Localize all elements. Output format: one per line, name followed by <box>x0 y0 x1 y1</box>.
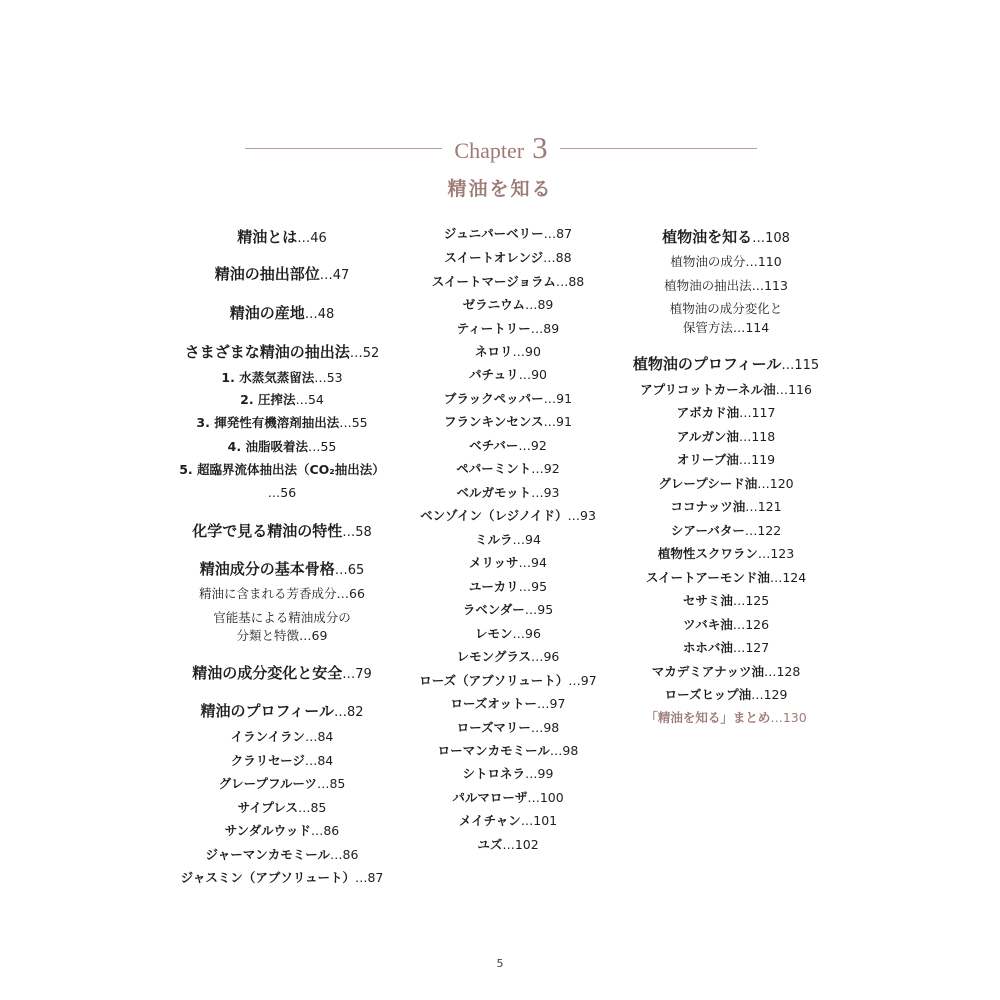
toc-entry-page: …128 <box>763 664 801 679</box>
toc-entry-page: …121 <box>745 499 782 514</box>
toc-entry-page: …119 <box>738 452 776 467</box>
toc-entry-page: …79 <box>342 667 372 682</box>
toc-entry-title: グレープシード油 <box>658 476 758 491</box>
toc-entry-page: …56 <box>267 485 297 500</box>
toc-entry-title: マカデミアナッツ油 <box>651 664 764 679</box>
toc-entry-title: イランイラン <box>230 729 305 744</box>
toc-entry-title: フランキンセンス <box>444 414 544 429</box>
toc-entry-title: メイチャン <box>458 813 521 828</box>
toc-entry-page: …84 <box>304 753 334 768</box>
toc-entry-page: …86 <box>330 847 359 862</box>
toc-entry-page: …96 <box>512 626 541 641</box>
toc-entry-page: …115 <box>781 358 820 373</box>
toc-entry-page: …110 <box>745 254 782 269</box>
toc-entry-title: 植物油の成分 <box>670 254 746 269</box>
toc-entry-title: メリッサ <box>469 555 519 570</box>
toc-entry-page: …82 <box>333 705 364 720</box>
toc-entry-title: ベルガモット <box>456 485 532 500</box>
toc-entry-page: …113 <box>751 278 788 293</box>
chapter-title: 精油を知る <box>447 178 553 200</box>
toc-entry-title: 官能基による精油成分の <box>213 610 351 625</box>
toc-entry <box>586 353 866 374</box>
toc-entry <box>368 741 648 759</box>
toc-entry-title: ネロリ <box>475 344 513 359</box>
toc-entry-title: 植物油の成分変化と <box>669 301 783 316</box>
toc-entry-title: 精油に含まれる芳香成分 <box>199 586 337 601</box>
toc-entry-page: …93 <box>531 485 560 500</box>
toc-entry-title: オリーブ油 <box>676 452 739 467</box>
toc-entry-title: ホホバ油 <box>682 640 733 655</box>
toc-entry-page: …98 <box>530 720 560 735</box>
toc-entry-page: …95 <box>524 602 554 617</box>
toc-entry-page: …90 <box>512 344 541 359</box>
toc-entry <box>586 276 866 294</box>
toc-entry-page: …69 <box>299 628 328 643</box>
toc-entry-title: 植物油の抽出法 <box>664 278 752 293</box>
toc-entry-title: さまざまな精油の抽出法 <box>184 343 350 361</box>
toc-entry-page: …86 <box>310 823 340 838</box>
toc-entry-title: 精油のプロフィール <box>200 702 334 720</box>
toc-entry <box>368 764 648 782</box>
toc-entry-title: スイートマージョラム <box>431 274 556 289</box>
toc-entry <box>586 615 866 633</box>
toc-entry-page: …127 <box>732 640 770 655</box>
toc-entry-page: …114 <box>732 320 770 335</box>
toc-entry-page: …88 <box>555 274 585 289</box>
toc-entry-page: …129 <box>751 687 788 702</box>
chapter-label <box>442 130 559 166</box>
header-rule-right <box>560 148 757 149</box>
toc-entry-title: グレープフルーツ <box>218 776 317 791</box>
toc-entry-title: ジュニパーベリー <box>443 226 544 241</box>
toc-entry-page: …102 <box>502 837 539 852</box>
toc-entry-page: …47 <box>319 268 350 283</box>
toc-entry-page: …130 <box>770 710 807 725</box>
toc-entry-title: 4. 油脂吸着法 <box>227 439 308 454</box>
toc-entry-title: ベンゾイン（レジノイド） <box>420 508 568 523</box>
toc-entry-page: …123 <box>757 546 795 561</box>
toc-entry-page: …52 <box>349 346 380 361</box>
toc-entry <box>586 544 866 562</box>
toc-entry <box>368 811 648 829</box>
toc-entry-page: …94 <box>518 555 547 570</box>
toc-entry-page: …126 <box>732 617 770 632</box>
toc-entry-page: …122 <box>744 523 782 538</box>
toc-entry-page: …55 <box>339 415 368 430</box>
toc-entry-title: 植物性スクワラン <box>657 546 758 561</box>
toc-entry-page: …91 <box>543 391 573 406</box>
toc-entry-title: ベチバー <box>469 438 519 453</box>
toc-entry <box>586 662 866 680</box>
toc-entry-page: …65 <box>334 563 365 578</box>
toc-entry-title: 5. 超臨界流体抽出法（CO₂抽出法） <box>179 462 385 477</box>
toc-entry-title: ジャーマンカモミール <box>205 847 331 862</box>
toc-entry <box>586 521 866 539</box>
toc-entry-page: …100 <box>527 790 564 805</box>
toc-entry-page: …84 <box>304 729 334 744</box>
toc-entry-title: アボカド油 <box>676 405 740 420</box>
toc-entry-page: …97 <box>568 673 597 688</box>
toc-entry-page: …97 <box>537 696 566 711</box>
toc-entry-title: 3. 揮発性有機溶剤抽出法 <box>196 415 340 430</box>
toc-entry-page: …120 <box>757 476 794 491</box>
toc-entry-title: 2. 圧搾法 <box>240 392 296 407</box>
toc-entry-title: ローズオットー <box>450 696 538 711</box>
toc-entry-page: …94 <box>512 532 541 547</box>
toc-entry-title: ペパーミント <box>456 461 532 476</box>
toc-entry-page: …96 <box>530 649 560 664</box>
toc-entry-page: …99 <box>525 766 554 781</box>
toc-entry-title: サンダルウッド <box>224 823 311 838</box>
toc-entry-page: …66 <box>336 586 365 601</box>
chapter-word: Chapter <box>454 138 525 163</box>
toc-entry-title: 精油とは <box>237 228 298 246</box>
toc-entry-title: クラリセージ <box>230 753 305 768</box>
toc-entry <box>368 835 648 853</box>
toc-entry-title: シトロネラ <box>462 766 526 781</box>
toc-entry-title: ココナッツ油 <box>670 499 746 514</box>
toc-entry-title: 精油成分の基本骨格 <box>199 560 335 578</box>
toc-entry-page: …87 <box>543 226 573 241</box>
toc-entry-title: 植物油のプロフィール <box>632 355 782 373</box>
toc-entry-title: 分類と特徴 <box>236 628 300 643</box>
toc-entry <box>586 380 866 398</box>
toc-entry-title: 精油の抽出部位 <box>214 265 320 283</box>
toc-entry <box>586 685 866 703</box>
toc-entry-title: ラベンダー <box>462 602 525 617</box>
toc-entry-title: 1. 水蒸気蒸留法 <box>221 370 315 385</box>
toc-entry-title: ローマンカモミール <box>437 743 550 758</box>
toc-entry-title: 保管方法 <box>682 320 733 335</box>
toc-entry-title: 「精油を知る」まとめ <box>645 710 771 725</box>
toc-entry <box>586 427 866 445</box>
toc-entry-title: ティートリー <box>456 321 531 336</box>
toc-entry-page: …101 <box>520 813 558 828</box>
toc-entry-page: …85 <box>316 776 346 791</box>
toc-entry-title: レモン <box>475 626 513 641</box>
toc-entry-title: ユーカリ <box>468 579 519 594</box>
toc-entry-title: スイートオレンジ <box>444 250 544 265</box>
toc-entry-page: …92 <box>518 438 547 453</box>
toc-entry-page: …125 <box>732 593 770 608</box>
toc-entry-title: 精油の産地 <box>229 304 305 322</box>
toc-entry <box>586 638 866 656</box>
toc-entry-page: …116 <box>775 382 812 397</box>
toc-entry-title: ゼラニウム <box>462 297 525 312</box>
toc-entry <box>586 226 866 247</box>
toc-entry <box>586 318 866 336</box>
toc-entry-title: ブラックペッパー <box>443 391 544 406</box>
toc-entry <box>586 474 866 492</box>
toc-entry <box>586 708 866 726</box>
toc-entry <box>142 868 422 886</box>
toc-entry-page: …53 <box>314 370 343 385</box>
toc-entry <box>586 403 866 421</box>
toc-entry-title: ユズ <box>477 837 503 852</box>
toc-entry-title: サイプレス <box>237 800 298 815</box>
toc-entry-title: パルマローザ <box>452 790 528 805</box>
toc-entry-title: アルガン油 <box>676 429 739 444</box>
toc-entry-title: 植物油を知る <box>662 228 753 246</box>
toc-entry-page: …46 <box>297 231 327 246</box>
toc-entry-title: ミルラ <box>475 532 513 547</box>
toc-entry-page: …108 <box>752 231 790 246</box>
header-rule-left <box>245 148 442 149</box>
toc-entry-page: …55 <box>307 439 337 454</box>
toc-entry-title: ローズヒップ油 <box>664 687 752 702</box>
toc-entry <box>586 450 866 468</box>
toc-entry-title: シアーバター <box>670 523 745 538</box>
toc-entry-title: ツバキ油 <box>682 617 733 632</box>
toc-entry-title: ジャスミン（アブソリュート） <box>180 870 355 885</box>
toc-entry-page: …58 <box>342 525 372 540</box>
toc-entry-title: パチュリ <box>468 367 519 382</box>
toc-entry-page: …90 <box>518 367 548 382</box>
page-number: 5 <box>496 957 504 970</box>
toc-entry-page: …48 <box>304 307 335 322</box>
toc-entry-page: …93 <box>567 508 596 523</box>
toc-entry-page: …85 <box>297 800 327 815</box>
toc-entry-page: …95 <box>518 579 548 594</box>
toc-entry-title: 化学で見る精油の特性 <box>192 522 343 540</box>
toc-entry-title: ローズ（アブソリュート） <box>419 673 569 688</box>
toc-entry-page: …91 <box>543 414 572 429</box>
toc-entry-page: …98 <box>549 743 579 758</box>
chapter-header <box>245 128 757 168</box>
toc-entry-title: ローズマリー <box>456 720 531 735</box>
toc-entry-page: …92 <box>531 461 560 476</box>
toc-entry <box>586 591 866 609</box>
toc-entry-page: …88 <box>543 250 572 265</box>
toc-entry-page: …124 <box>769 570 807 585</box>
toc-entry <box>586 568 866 586</box>
toc-entry <box>586 252 866 270</box>
toc-entry <box>586 299 866 317</box>
toc-entry-page: …54 <box>295 392 324 407</box>
toc-entry-title: スイートアーモンド油 <box>645 570 770 585</box>
toc-entry-page: …89 <box>524 297 554 312</box>
toc-entry <box>368 788 648 806</box>
toc-entry-title: アプリコットカーネル油 <box>640 382 776 397</box>
chapter-number: 3 <box>532 130 548 165</box>
toc-entry-page: …117 <box>739 405 776 420</box>
toc-entry-page: …118 <box>738 429 776 444</box>
toc-entry-title: セサミ油 <box>682 593 733 608</box>
toc-entry-page: …89 <box>530 321 560 336</box>
toc-entry-title: 精油の成分変化と安全 <box>192 664 343 682</box>
toc-entry-title: レモングラス <box>456 649 531 664</box>
toc-entry <box>586 497 866 515</box>
toc-entry-page: …87 <box>354 870 384 885</box>
